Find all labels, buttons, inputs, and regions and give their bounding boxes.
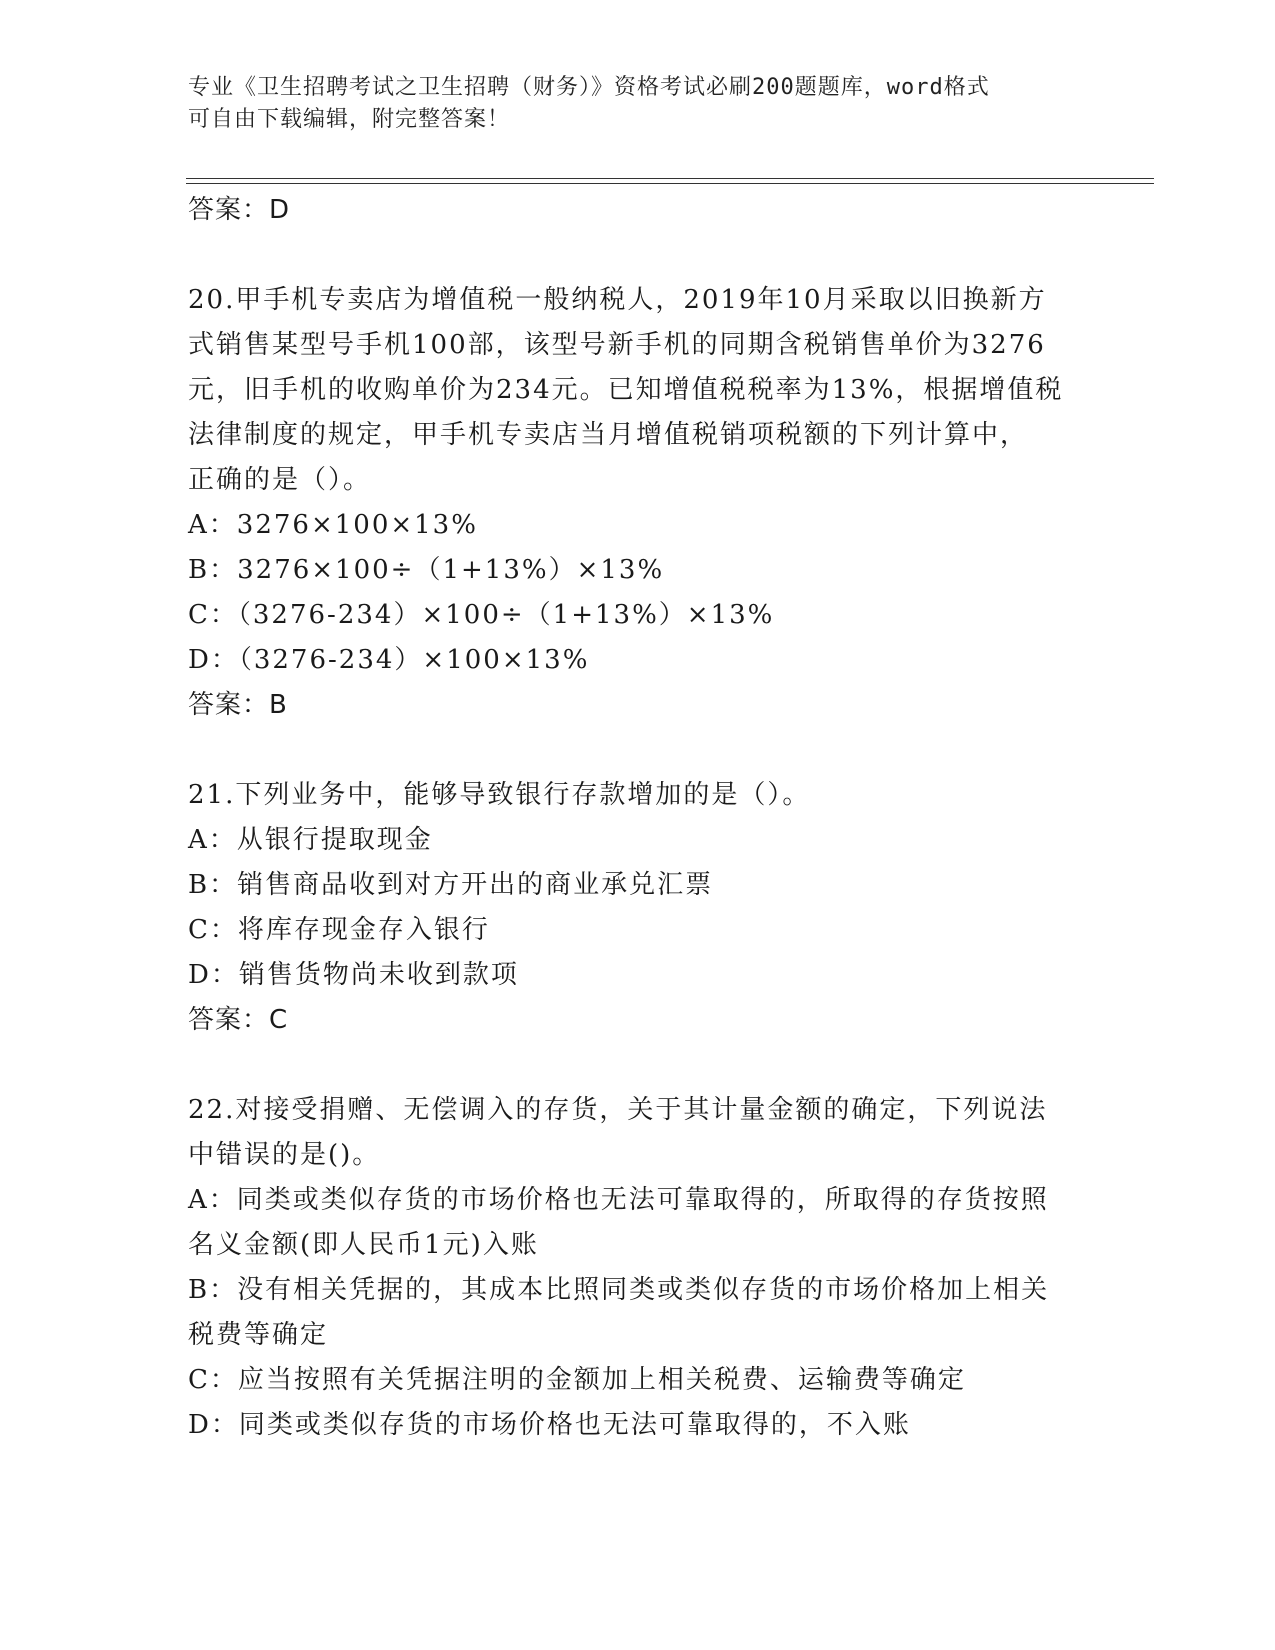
- q21-option-c: C：将库存现金存入银行: [188, 915, 490, 945]
- question-22: [188, 1088, 1088, 1448]
- q22-option-a-continued: 名义金额(即人民币1元)入账: [188, 1230, 539, 1260]
- q22-option-a: A：同类或类似存货的市场价格也无法可靠取得的，所取得的存货按照: [188, 1185, 1049, 1215]
- spacer: [188, 728, 1088, 773]
- header-title-line-1: 专业《卫生招聘考试之卫生招聘（财务）》资格考试必刷200题题库，word格式: [188, 75, 990, 100]
- header-divider-top: [186, 178, 1154, 179]
- q20-answer: 答案：B: [188, 690, 288, 720]
- q20-option-d: D：（3276-234）×100×13%: [188, 645, 590, 675]
- spacer: [188, 233, 1088, 278]
- q20-stem-line: 20.甲手机专卖店为增值税一般纳税人，2019年10月采取以旧换新方: [188, 285, 1047, 315]
- q22-option-b: B：没有相关凭据的，其成本比照同类或类似存货的市场价格加上相关: [188, 1275, 1050, 1305]
- q21-answer: 答案：C: [188, 1005, 289, 1035]
- q22-option-d: D：同类或类似存货的市场价格也无法可靠取得的，不入账: [188, 1410, 911, 1440]
- q22-option-b-continued: 税费等确定: [188, 1320, 329, 1350]
- page-header: [188, 72, 1088, 136]
- q21-stem-line: 21.下列业务中，能够导致银行存款增加的是（）。: [188, 780, 811, 810]
- q22-option-c: C：应当按照有关凭据注明的金额加上相关税费、运输费等确定: [188, 1365, 966, 1395]
- q20-stem-line: 元，旧手机的收购单价为234元。已知增值税税率为13%，根据增值税: [188, 375, 1064, 405]
- q20-stem-line: 正确的是（）。: [188, 465, 372, 495]
- q20-stem-line: 式销售某型号手机100部，该型号新手机的同期含税销售单价为3276: [188, 330, 1046, 360]
- q20-option-b: B：3276×100÷（1+13%）×13%: [188, 555, 665, 585]
- q21-option-d: D：销售货物尚未收到款项: [188, 960, 519, 990]
- document-body: [188, 188, 1088, 1448]
- header-title-line-2: 可自由下载编辑，附完整答案！: [188, 107, 511, 132]
- q22-stem-line: 22.对接受捐赠、无偿调入的存货，关于其计量金额的确定，下列说法: [188, 1095, 1048, 1125]
- q19-answer: 答案：D: [188, 195, 291, 225]
- header-divider-bottom: [186, 183, 1154, 184]
- q20-option-a: A：3276×100×13%: [188, 510, 478, 540]
- q21-option-b: B：销售商品收到对方开出的商业承兑汇票: [188, 870, 714, 900]
- spacer: [188, 1043, 1088, 1088]
- q20-option-c: C：（3276-234）×100÷（1+13%）×13%: [188, 600, 775, 630]
- question-21: [188, 773, 1088, 1043]
- q20-stem-line: 法律制度的规定，甲手机专卖店当月增值税销项税额的下列计算中，: [188, 420, 1029, 450]
- q21-option-a: A：从银行提取现金: [188, 825, 433, 855]
- question-20: [188, 278, 1088, 728]
- q22-stem-line: 中错误的是()。: [188, 1140, 381, 1170]
